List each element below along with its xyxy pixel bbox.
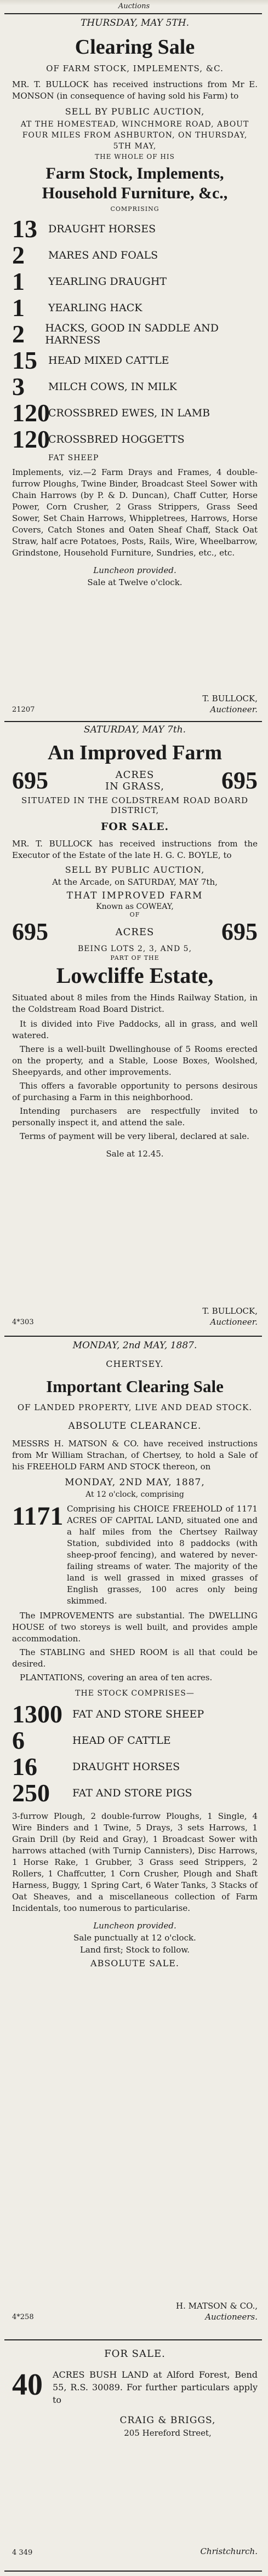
stock-qty: 3 [12, 373, 25, 400]
at-twelve-line: At 12 o'clock, comprising [85, 1490, 184, 1499]
implements-list: 3-furrow Plough, 2 double-furrow Ploughs, 1 Single, 4 Wire Binders and 1 Twine, 5 Drays, 3 sets Harrows, 1 Grain Drill (by Reid and Gray), 1 Broadcast Sower with harrows attached (with Turnip Cannisters), Disc Harrows, 1 Horse Rake, 1 Grubber, 3 Grass seed Strippers, 2 Rollers, 1 Chaffcutter, 1 Corn Crusher, Plough and Shaft Harness, Buggy, 1 Spring Cart, 6 Water Tanks, 3 Stacks of Oat Sheaves, and a miscellaneous collection of Farm Incidentals, too numerous to particularise. [12, 1811, 258, 1913]
agent-name: CRAIG & BRIGGS, [119, 2415, 216, 2426]
estate-buildings: There is a well-built Dwellinghouse of 5 Rooms erected on the property, and a Stable, Loose Boxes, Woolshed, Sheepyards, and other improvements. [12, 1044, 258, 1077]
stock-desc: HACKS, GOOD IN SADDLE AND HARNESS [45, 322, 219, 346]
implements-list: Implements, viz.—2 Farm Drays and Frames, 4 double-furrow Ploughs, Twine Binder, Broadcast Steel Sower with Chain Harrows (by P. & D. Duncan), Chaff Cutter, Horse Power, Corn Crusher, 2 Grass Strippers, Grass Seed Sower, Set Chain Harrows, Whippletrees, Harrows, Horse Covers, Catch Stones and Oaten Sheaf Chaff, Stack Oat Straw, half acre Potatoes, Posts, Rails, Wire, Wheelbarrow, Grindstone, Household Furniture, Sundries, etc., etc. [12, 467, 258, 558]
notice-divider [4, 2339, 262, 2340]
stock-desc: CROSSBRED HOGGETTS [48, 433, 185, 445]
sale-time: Sale at Twelve o'clock. [87, 577, 183, 587]
stock-qty: 1300 [12, 1700, 62, 1728]
headline-furniture: Household Furniture, &c., [42, 184, 228, 202]
acreage-number: 40 [12, 2368, 43, 2402]
estate-location: Situated about 8 miles from the Hinds Railway Station, in the Coldstream Road Board District. [12, 993, 258, 1014]
agent-city: Christchurch. [200, 2546, 258, 2556]
stock-item [12, 242, 258, 268]
estate-paddocks: It is divided into Five Paddocks, all in grass, and well watered. [12, 1019, 258, 1040]
bush-land-notice [12, 2348, 258, 2567]
sell-line: SELL BY PUBLIC AUCTION, [65, 865, 205, 875]
stock-item [12, 374, 258, 400]
comprising-line: COMPRISING [110, 205, 159, 213]
improved-farm-notice [12, 724, 258, 1332]
stock-item [12, 268, 258, 295]
notice-title: An Improved Farm [47, 741, 223, 764]
stock-list [12, 1701, 258, 1806]
stock-qty: 120 [12, 399, 50, 427]
stock-qty: 2 [12, 320, 25, 348]
auctioneer-role: Auctioneer. [210, 1317, 258, 1327]
stock-desc: CROSSBRED EWES, IN LAMB [48, 407, 210, 419]
lots-line: BEING LOTS 2, 3, AND 5, [77, 944, 192, 953]
chertsey-clearing-notice [12, 1340, 258, 2337]
acres-word: ACRES [115, 926, 155, 938]
notice-subtitle: OF LANDED PROPERTY, LIVE AND DEAD STOCK. [17, 1403, 253, 1412]
sale-place: AT THE HOMESTEAD, WINCHMORE ROAD, ABOUT FOUR MILES FROM ASHBURTON, ON THURSDAY, 5TH MAY, [20, 120, 249, 151]
stock-desc: MILCH COWS, IN MILK [48, 381, 177, 393]
freehold-block [12, 1503, 258, 1607]
sale-at-line: At the Arcade, on SATURDAY, MAY 7th, [52, 877, 218, 887]
stock-item [12, 295, 258, 321]
estate-inspect: Intending purchasers are respectfully invited to personally inspect it, and attend the sale. [12, 1106, 258, 1127]
estate-opportunity: This offers a favorable opportunity to persons desirous of purchasing a Farm in this neighborhood. [12, 1081, 258, 1102]
notice-subtitle: OF FARM STOCK, IMPLEMENTS, &C. [46, 64, 224, 73]
estate-name: Lowcliffe Estate, [56, 963, 214, 988]
situated-line: SITUATED IN THE COLDSTREAM ROAD BOARD DISTRICT, [21, 795, 248, 815]
notice-title: Important Clearing Sale [46, 1377, 224, 1396]
stock-item [12, 321, 258, 347]
stock-item [12, 1754, 258, 1780]
notice-date: THURSDAY, MAY 5TH. [81, 18, 189, 28]
notice-divider [4, 1336, 262, 1337]
plantations-text: PLANTATIONS, covering an area of ten acres. [20, 1673, 213, 1682]
auctioneer-name: T. BULLOCK, [202, 694, 258, 703]
notice-title: Clearing Sale [75, 36, 195, 59]
acreage-banner-2 [12, 919, 258, 944]
stock-comprises: THE STOCK COMPRISES— [75, 1689, 195, 1698]
notice-divider [4, 721, 262, 722]
stock-item [12, 347, 258, 374]
notice-reference: 4 349 [12, 2549, 33, 2557]
clearing-sale-notice-1 [12, 16, 258, 718]
stock-desc: YEARLING HACK [48, 302, 142, 314]
agent-address: 205 Hereford Street, [124, 2428, 212, 2438]
sell-line: SELL BY PUBLIC AUCTION, [65, 106, 205, 117]
notice-intro: MR. T. BULLOCK has received instructions from Mr E. MONSON (in consequence of having sold his Farm) to [12, 79, 258, 101]
sale-time: Sale punctually at 12 o'clock. [73, 1933, 196, 1943]
notice-reference: 4*258 [12, 2313, 34, 2321]
stock-desc: FAT AND STORE PIGS [72, 1787, 192, 1799]
stabling-text: The STABLING and SHED ROOM is all that could be desired. [12, 1647, 258, 1669]
stock-desc: FAT AND STORE SHEEP [72, 1708, 204, 1720]
stock-qty: 15 [12, 346, 37, 374]
stock-qty: 1 [12, 267, 25, 295]
stock-item [12, 1780, 258, 1806]
stock-qty: 1 [12, 294, 25, 322]
land-first-note: Land first; Stock to follow. [79, 1945, 190, 1955]
luncheon-note: Luncheon provided. [93, 1921, 176, 1931]
monday-line: MONDAY, 2ND MAY, 1887, [65, 1477, 205, 1488]
for-sale-label: FOR SALE. [100, 821, 169, 833]
stock-item [12, 400, 258, 426]
auctioneer-role: Auctioneers. [205, 2312, 258, 2322]
notice-reference: 4*303 [12, 1318, 34, 1326]
auctioneer-role: Auctioneer. [210, 705, 258, 714]
stock-qty: 2 [12, 241, 25, 269]
of-label: OF [129, 911, 140, 918]
headline-farm-stock: Farm Stock, Implements, [45, 164, 224, 182]
auctioneer-name: H. MATSON & CO., [175, 2301, 258, 2311]
notice-place: CHERTSEY. [106, 1359, 164, 1369]
luncheon-note: Luncheon provided. [93, 565, 176, 575]
stock-desc: DRAUGHT HORSES [72, 1761, 180, 1773]
stock-desc: HEAD OF CATTLE [72, 1734, 171, 1747]
section-rule [4, 13, 262, 14]
bush-land-block [12, 2368, 258, 2406]
part-of: PART OF THE [110, 954, 159, 961]
acres-number: 695 [221, 767, 258, 794]
acres-word: ACRES [115, 769, 155, 781]
fat-sheep-label: FAT SHEEP [48, 454, 99, 462]
absolute-sale: ABSOLUTE SALE. [90, 1958, 179, 1968]
acreage-number: 1171 [12, 1502, 64, 1531]
stock-item [12, 1701, 258, 1727]
stock-qty: 250 [12, 1779, 50, 1807]
stock-qty: 16 [12, 1753, 37, 1781]
stock-item [12, 426, 258, 453]
notice-divider [4, 2571, 262, 2572]
for-sale-heading: FOR SALE. [104, 2348, 166, 2360]
stock-desc: YEARLING DRAUGHT [48, 276, 167, 288]
acres-number: 695 [12, 767, 48, 794]
notice-reference: 21207 [12, 706, 35, 714]
stock-item [12, 1727, 258, 1754]
section-label: Auctions [118, 2, 150, 10]
stock-qty: 120 [12, 425, 50, 453]
sale-time: Sale at 12.45. [106, 1149, 164, 1159]
notice-date: SATURDAY, MAY 7th. [83, 724, 186, 735]
bush-land-description: ACRES BUSH LAND at Alford Forest, Bend 55, R.S. 30089. For further particulars apply to [53, 2369, 258, 2405]
stock-desc: DRAUGHT HORSES [48, 223, 156, 235]
acres-banner-text [105, 769, 164, 792]
notice-intro: MR. T. BULLOCK has received instructions from the Executor of the Estate of the late H. G. C. BOYLE, to [12, 839, 258, 860]
notice-date: MONDAY, 2nd MAY, 1887. [72, 1340, 197, 1351]
that-line: THAT IMPROVED FARM [66, 890, 203, 901]
in-grass: IN GRASS, [105, 781, 164, 792]
stock-qty: 6 [12, 1726, 25, 1754]
stock-desc: HEAD MIXED CATTLE [48, 354, 169, 367]
acreage-banner [12, 768, 258, 793]
known-as: Known as COWEAY, [96, 902, 174, 911]
notice-intro: MESSRS H. MATSON & CO. have received instructions from Mr William Strachan, of Chertsey, to hold a Sale of his FREEHOLD FARM AND STOCK thereon, on [12, 1439, 258, 1472]
freehold-description: Comprising his CHOICE FREEHOLD of 1171 ACRES OF CAPITAL LAND, situated one and a half miles from the Chertsey Railway Station, subdivided into 8 paddocks (with sheep-proof fencing), and watered by never-failing streams of water. The majority of the land is well grassed in mixed grasses of English grasses, 100 acres only being skimmed. [67, 1504, 258, 1606]
auctioneer-name: T. BULLOCK, [202, 1306, 258, 1316]
stock-item [12, 216, 258, 242]
stock-desc: MARES AND FOALS [48, 249, 158, 261]
acres-number: 695 [221, 918, 258, 945]
stock-qty: 13 [12, 215, 37, 243]
acres-number: 695 [12, 918, 48, 945]
absolute-clearance: ABSOLUTE CLEARANCE. [68, 1421, 202, 1432]
stock-list [12, 216, 258, 453]
estate-terms: Terms of payment will be very liberal, declared at sale. [20, 1131, 249, 1141]
improvements-text: The IMPROVEMENTS are substantial. The DWELLING HOUSE of two storeys is well built, and provides ample accommodation. [12, 1611, 258, 1644]
whole-line: THE WHOLE OF HIS [95, 153, 175, 161]
